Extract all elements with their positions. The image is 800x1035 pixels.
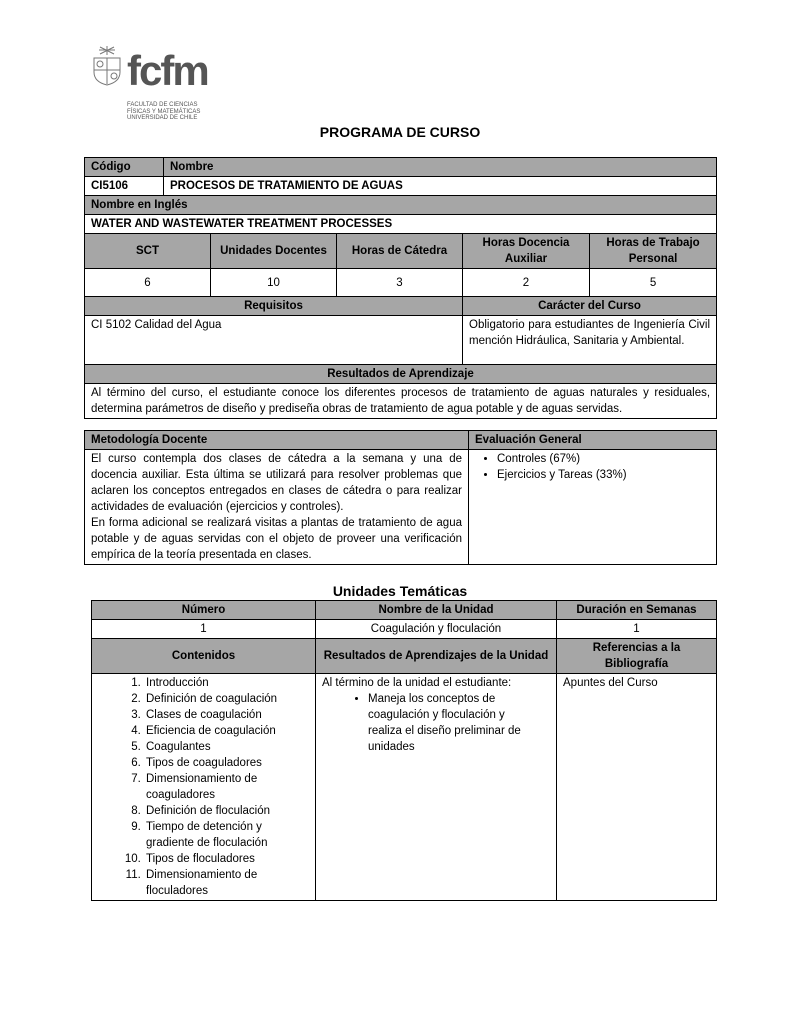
course-info-table bbox=[84, 157, 717, 419]
unit-results-intro: Al término de la unidad el estudiante: bbox=[322, 677, 512, 689]
unit-number: 1 bbox=[92, 620, 316, 639]
referencias-label: Referencias a la Bibliografía bbox=[557, 639, 717, 674]
unit-name-label: Nombre de la Unidad bbox=[316, 601, 557, 620]
contenidos-list bbox=[92, 674, 316, 901]
horas-auxiliar-header: Horas Docencia Auxiliar bbox=[463, 234, 590, 269]
logo-wordmark: fcfm bbox=[127, 47, 208, 94]
english-name-label: Nombre en Inglés bbox=[85, 196, 717, 215]
unidades-docentes-value: 10 bbox=[211, 269, 337, 297]
referencias-value: Apuntes del Curso bbox=[557, 674, 717, 901]
unit-results-label: Resultados de Aprendizajes de la Unidad bbox=[316, 639, 557, 674]
caracter-label: Carácter del Curso bbox=[463, 297, 717, 316]
evaluacion-label: Evaluación General bbox=[469, 431, 717, 450]
evaluacion-item: • Controles (67%) bbox=[497, 451, 710, 467]
list-item: 6. Tipos de coaguladores bbox=[144, 755, 309, 771]
university-logo bbox=[90, 44, 215, 128]
duracion-label: Duración en Semanas bbox=[557, 601, 717, 620]
page-title: PROGRAMA DE CURSO bbox=[319, 124, 481, 140]
horas-personal-value: 5 bbox=[590, 269, 717, 297]
evaluacion-item: • Ejercicios y Tareas (33%) bbox=[497, 467, 710, 483]
units-title: Unidades Temáticas bbox=[332, 583, 468, 599]
code-label: Código bbox=[85, 158, 164, 177]
list-item: 1. Introducción bbox=[144, 675, 309, 691]
sct-value: 6 bbox=[85, 269, 211, 297]
contenidos-label: Contenidos bbox=[92, 639, 316, 674]
horas-catedra-header: Horas de Cátedra bbox=[337, 234, 463, 269]
unit-results bbox=[316, 674, 557, 901]
metodologia-label: Metodología Docente bbox=[85, 431, 469, 450]
list-item: 3. Clases de coagulación bbox=[144, 707, 309, 723]
units-table bbox=[91, 600, 717, 901]
horas-catedra-value: 3 bbox=[337, 269, 463, 297]
requisitos-value: CI 5102 Calidad del Agua bbox=[85, 316, 463, 365]
list-item: 10. Tipos de floculadores bbox=[144, 851, 309, 867]
course-code: CI5106 bbox=[85, 177, 164, 196]
list-item: 8. Definición de floculación bbox=[144, 803, 309, 819]
horas-personal-header: Horas de Trabajo Personal bbox=[590, 234, 717, 269]
logo-subtitle: FACULTAD DE CIENCIAS FÍSICAS Y MATEMÁTICAS UNIVERSIDAD DE CHILE bbox=[127, 102, 201, 121]
list-item: 9. Tiempo de detención y gradiente de floculación bbox=[144, 819, 309, 851]
unidades-docentes-header: Unidades Docentes bbox=[211, 234, 337, 269]
metodologia-paragraph-1: El curso contempla dos clases de cátedra a la semana y una de docencia auxiliar. Esta última se utilizará para resolver problemas que aclaren los conceptos entregados en clases de cátedra o para realizar actividades de evaluación (ejercicios y controles). bbox=[91, 453, 462, 513]
methodology-table bbox=[84, 430, 717, 565]
list-item: 2. Definición de coagulación bbox=[144, 691, 309, 707]
list-item: 5. Coagulantes bbox=[144, 739, 309, 755]
requisitos-label: Requisitos bbox=[85, 297, 463, 316]
unit-duration: 1 bbox=[557, 620, 717, 639]
evaluacion-list bbox=[469, 450, 717, 565]
horas-auxiliar-value: 2 bbox=[463, 269, 590, 297]
caracter-value: Obligatorio para estudiantes de Ingeniería Civil mención Hidráulica, Sanitaria y Ambiental. bbox=[463, 316, 717, 365]
resultados-label: Resultados de Aprendizaje bbox=[85, 365, 717, 384]
name-label: Nombre bbox=[164, 158, 717, 177]
metodologia-paragraph-2: En forma adicional se realizará visitas a plantas de tratamiento de agua potable y de aguas servidas con el objeto de proveer una verificación empírica de la teoría presentada en clases. bbox=[91, 517, 462, 561]
resultados-value: Al término del curso, el estudiante conoce los diferentes procesos de tratamiento de aguas naturales y residuales, determina parámetros de diseño y prediseña obras de tratamiento de agua potable y de aguas servidas. bbox=[85, 384, 717, 419]
unit-name: Coagulación y floculación bbox=[316, 620, 557, 639]
list-item: 11. Dimensionamiento de floculadores bbox=[144, 867, 309, 899]
crest-icon bbox=[90, 46, 124, 86]
sct-header: SCT bbox=[85, 234, 211, 269]
list-item: 4. Eficiencia de coagulación bbox=[144, 723, 309, 739]
english-name: WATER AND WASTEWATER TREATMENT PROCESSES bbox=[85, 215, 717, 234]
numero-label: Número bbox=[92, 601, 316, 620]
unit-results-item: • Maneja los conceptos de coagulación y floculación y realiza el diseño preliminar de unidades bbox=[368, 691, 530, 755]
course-name: PROCESOS DE TRATAMIENTO DE AGUAS bbox=[164, 177, 717, 196]
metodologia-text bbox=[85, 450, 469, 565]
list-item: 7. Dimensionamiento de coaguladores bbox=[144, 771, 309, 803]
